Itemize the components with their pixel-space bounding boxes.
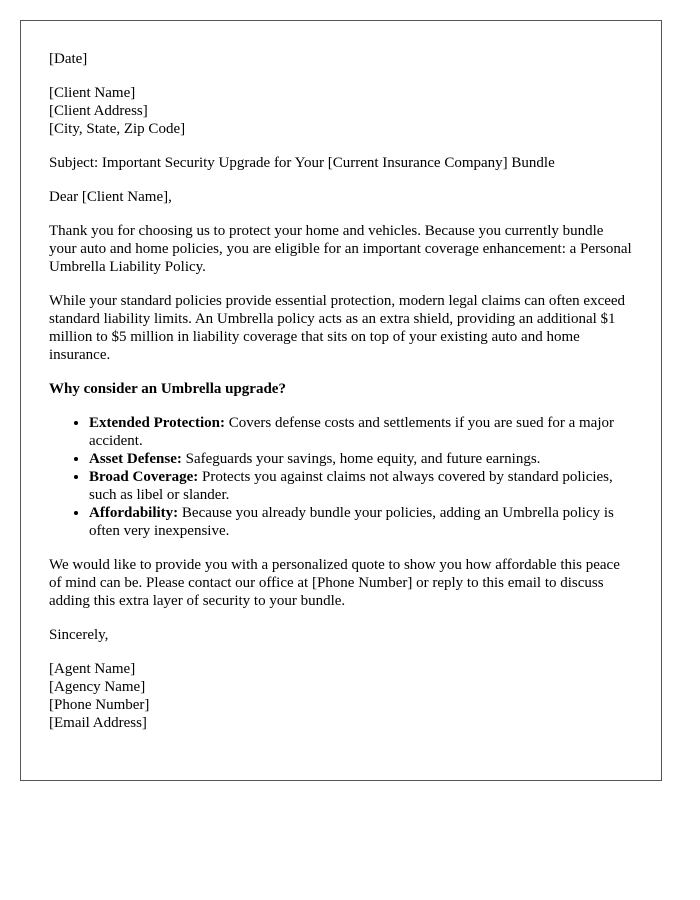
benefit-item-affordability (89, 504, 633, 540)
letter-closing: Sincerely, (49, 627, 109, 643)
letter-subject: Subject: Important Security Upgrade for Your [Current Insurance Company] Bundle (49, 155, 555, 171)
benefit-text: Because you already bundle your policies, adding an Umbrella policy is often very inexpensive. (89, 505, 614, 539)
signature-block (49, 660, 633, 732)
letter-page (20, 20, 662, 781)
recipient-name: [Client Name] (49, 85, 136, 101)
letter-date: [Date] (49, 51, 88, 67)
recipient-address: [Client Address] (49, 103, 148, 119)
benefit-text: Protects you against claims not always covered by standard policies, such as libel or slander. (89, 469, 613, 503)
signature-phone: [Phone Number] (49, 697, 150, 713)
letter-paragraph-call-to-action: We would like to provide you with a personalized quote to show you how affordable this peace of mind can be. Please contact our office at [Phone Number] or reply to this email to discuss adding this extra layer of security to your bundle. (49, 557, 620, 609)
recipient-address-block (49, 84, 633, 138)
benefit-item-asset-defense (89, 450, 633, 468)
benefit-term: Affordability: (89, 505, 179, 521)
letter-paragraph-intro: Thank you for choosing us to protect your home and vehicles. Because you currently bundle your auto and home policies, you are eligible for an important coverage enhancement: a Personal Umbrella Liability Policy. (49, 223, 632, 275)
signature-agent-name: [Agent Name] (49, 661, 136, 677)
benefit-item-broad-coverage (89, 468, 633, 504)
benefit-text: Covers defense costs and settlements if you are sued for a major accident. (89, 415, 615, 449)
benefit-term: Asset Defense: (89, 451, 182, 467)
benefit-term: Extended Protection: (89, 415, 225, 431)
benefits-list (49, 414, 633, 540)
letter-salutation: Dear [Client Name], (49, 189, 172, 205)
recipient-city-state-zip: [City, State, Zip Code] (49, 121, 186, 137)
section-heading: Why consider an Umbrella upgrade? (49, 381, 286, 397)
benefit-text: Safeguards your savings, home equity, and future earnings. (181, 451, 541, 467)
signature-agency-name: [Agency Name] (49, 679, 146, 695)
benefit-item-extended-protection (89, 414, 633, 450)
letter-paragraph-explanation: While your standard policies provide essential protection, modern legal claims can often exceed standard liability limits. An Umbrella policy acts as an extra shield, providing an additional $1 million to $5 million in liability coverage that sits on top of your existing auto and home insurance. (49, 293, 626, 363)
benefit-term: Broad Coverage: (89, 469, 199, 485)
signature-email: [Email Address] (49, 715, 147, 731)
